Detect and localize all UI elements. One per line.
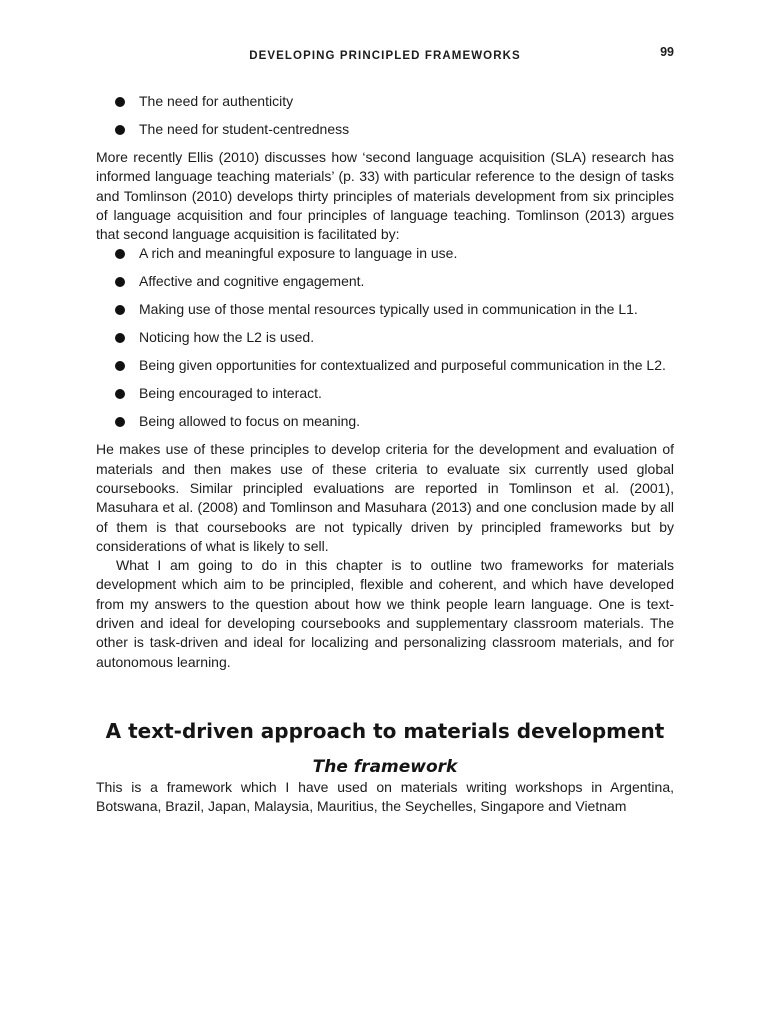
bullet-icon [115,125,125,135]
list-item-text: Being given opportunities for contextualized and purposeful communication in the L2. [139,357,666,374]
page-body [96,92,674,817]
list-item-text: The need for authenticity [139,93,294,109]
list-item [96,412,674,431]
list-item-text: Being encouraged to interact. [139,385,322,402]
list-item-text: A rich and meaningful exposure to language in use. [139,245,458,262]
list-item [96,356,674,375]
running-title: DEVELOPING PRINCIPLED FRAMEWORKS [249,50,521,62]
list-item [96,92,674,111]
bullet-icon [115,249,125,259]
bullet-list-sla-facilitators [96,244,674,431]
paragraph-ellis-tomlinson: More recently Ellis (2010) discusses how ‘second language acquisition (SLA) research has informed language teaching materials’ (p. 33) with particular reference to the design of tasks and Tomlinson (2010) develops thirty principles of materials development from six principles of language acquisition and four principles of language teaching. Tomlinson (2013) argues that second language acquisition is facilitated by: [96,148,674,243]
section-heading: A text-driven approach to materials development [105,718,665,743]
bullet-icon [115,305,125,315]
paragraph-chapter-outline: What I am going to do in this chapter is to outline two frameworks for materials development which aim to be principled, flexible and coherent, and which have developed from my answers to the question about how we think people learn language. One is text-driven and ideal for developing coursebooks and supplementary classroom materials. The other is task-driven and ideal for localizing and personalizing classroom materials, and for autonomous learning. [96,557,674,670]
bullet-list-needs [96,92,674,139]
list-item-text: Being allowed to focus on meaning. [139,413,361,430]
list-item-text: Noticing how the L2 is used. [139,329,315,346]
subsection-heading: The framework [312,756,458,777]
bullet-icon [115,97,125,107]
list-item [96,244,674,263]
paragraph-framework-workshops: This is a framework which I have used on materials writing workshops in Argentina, Botswana, Brazil, Japan, Malaysia, Mauritius, the Seychelles, Singapore and Vietnam [96,778,674,815]
bullet-icon [115,417,125,427]
bullet-icon [115,361,125,371]
list-item [96,300,674,319]
bullet-icon [115,277,125,287]
list-item-text: The need for student-centredness [139,120,350,137]
list-item [96,328,674,347]
paragraph-principled-evaluations: He makes use of these principles to develop criteria for the development and evaluation of materials and then makes use of these criteria to evaluate six currently used global coursebooks. Similar principled evaluations are reported in Tomlinson et al. (2001), Masuhara et al. (2008) and Tomlinson and Masuhara (2013) and one conclusion made by all of them is that coursebooks are not typically driven by principled frameworks but by considerations of what is likely to sell. [96,441,674,554]
bullet-icon [115,389,125,399]
list-item [96,272,674,291]
running-header [96,45,674,63]
page-number: 99 [660,45,674,59]
list-item [96,120,674,139]
bullet-icon [115,333,125,343]
list-item-text: Affective and cognitive engagement. [139,273,365,290]
list-item-text: Making use of those mental resources typically used in communication in the L1. [139,301,638,318]
list-item [96,384,674,403]
